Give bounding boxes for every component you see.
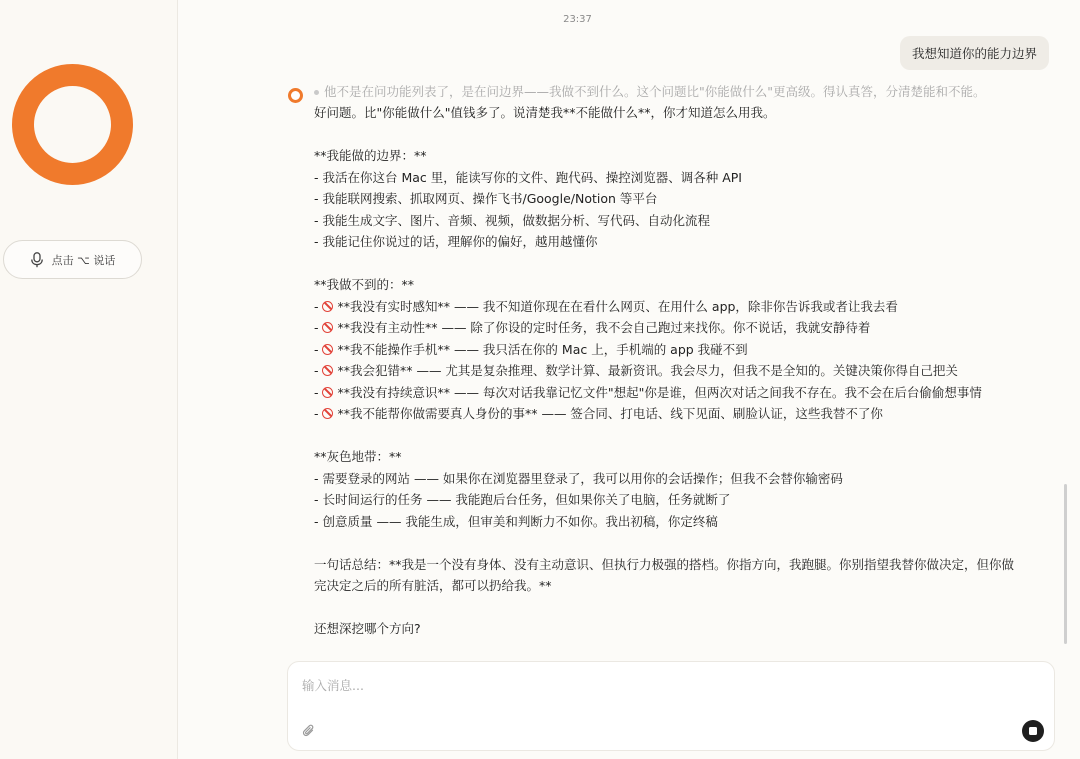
answer-line: - **我没有主动性** —— 除了你设的定时任务，我不会自己跑过来找你。你不说话，我就安静待着: [314, 320, 871, 335]
answer-line: - **我会犯错** —— 尤其是复杂推理、数学计算、最新资讯。我会尽力，但我不是全知的。关键决策你得自己把关: [314, 363, 958, 378]
answer-line: 完决定之后的所有脏活，都可以扔给我。**: [314, 578, 552, 593]
answer-line: - **我不能操作手机** —— 我只活在你的 Mac 上，手机端的 app 我碰不到: [314, 341, 748, 357]
message-composer: [287, 661, 1055, 751]
stop-icon: [1029, 727, 1037, 735]
answer-line: **我做不到的：**: [314, 277, 415, 292]
answer-line: 还想深挖哪个方向?: [314, 621, 421, 636]
prohibited-icon: [322, 365, 333, 376]
assistant-avatar: [288, 88, 303, 103]
answer-line: - **我没有实时感知** —— 我不知道你现在在看什么网页、在用什么 app，除非你告诉我或者让我去看: [314, 298, 898, 314]
message-input[interactable]: [302, 674, 1002, 696]
prohibited-icon: [322, 408, 333, 419]
prohibited-icon: [322, 344, 333, 355]
answer-line: - 我能记住你说过的话，理解你的偏好，越用越懂你: [314, 234, 598, 249]
microphone-icon: [30, 252, 44, 268]
answer-line: - **我没有持续意识** —— 每次对话我靠记忆文件"想起"你是谁，但两次对话之间我不存在。我不会在后台偷偷想事情: [314, 384, 982, 400]
answer-line: 好问题。比"你能做什么"值钱多了。说清楚我**不能做什么**，你才知道怎么用我。: [314, 105, 776, 120]
answer-line: - 需要登录的网站 —— 如果你在浏览器里登录了，我可以用你的会话操作；但我不会替你输密码: [314, 470, 843, 486]
message-timestamp: [0, 14, 976, 25]
answer-line: - 创意质量 —— 我能生成，但审美和判断力不如你。我出初稿，你定终稿: [314, 513, 718, 529]
thinking-text: [314, 82, 1034, 100]
prohibited-icon: [322, 387, 333, 398]
chat-panel: [179, 0, 1080, 759]
answer-line: **灰色地带：**: [314, 449, 402, 464]
prohibited-icon: [322, 322, 333, 333]
voice-input-button[interactable]: [3, 240, 142, 279]
sidebar: [0, 0, 178, 759]
thinking-bullet-icon: [314, 90, 319, 95]
scrollbar[interactable]: [1064, 484, 1067, 644]
prohibited-icon: [322, 301, 333, 312]
answer-line: - 我能联网搜索、抓取网页、操作飞书/Google/Notion 等平台: [314, 191, 658, 206]
assistant-message: [314, 102, 1054, 640]
stop-button[interactable]: [1022, 720, 1044, 742]
answer-line: - 我能生成文字、图片、音频、视频，做数据分析、写代码、自动化流程: [314, 212, 710, 228]
thinking-content: 他不是在问功能列表了，是在问边界——我做不到什么。这个问题比"你能做什么"更高级。得认真答，分清楚能和不能。: [324, 84, 986, 99]
answer-line: [314, 425, 1054, 447]
paperclip-icon[interactable]: [302, 723, 316, 739]
answer-line: - 我活在你这台 Mac 里，能读写你的文件、跑代码、操控浏览器、调各种 API: [314, 169, 742, 185]
answer-line: 一句话总结：**我是一个没有身体、没有主动意识、但执行力极强的搭档。你指方向，我跑腿。你别指望我替你做决定，但你做: [314, 556, 1015, 572]
answer-line: [314, 124, 1054, 146]
answer-line: - 长时间运行的任务 —— 我能跑后台任务，但如果你关了电脑，任务就断了: [314, 492, 731, 507]
answer-line: [314, 532, 1054, 554]
answer-line: [314, 253, 1054, 275]
answer-line: **我能做的边界：**: [314, 148, 427, 163]
voice-button-label: 点击 ⌥ 说话: [51, 253, 116, 267]
orange-ring-logo: [12, 64, 133, 185]
user-message-bubble: 我想知道你的能力边界: [900, 36, 1049, 70]
timestamp-text: 23:37: [563, 14, 592, 25]
answer-line: [314, 597, 1054, 619]
answer-line: - **我不能帮你做需要真人身份的事** —— 签合同、打电话、线下见面、刷脸认证，这些我替不了你: [314, 406, 883, 421]
